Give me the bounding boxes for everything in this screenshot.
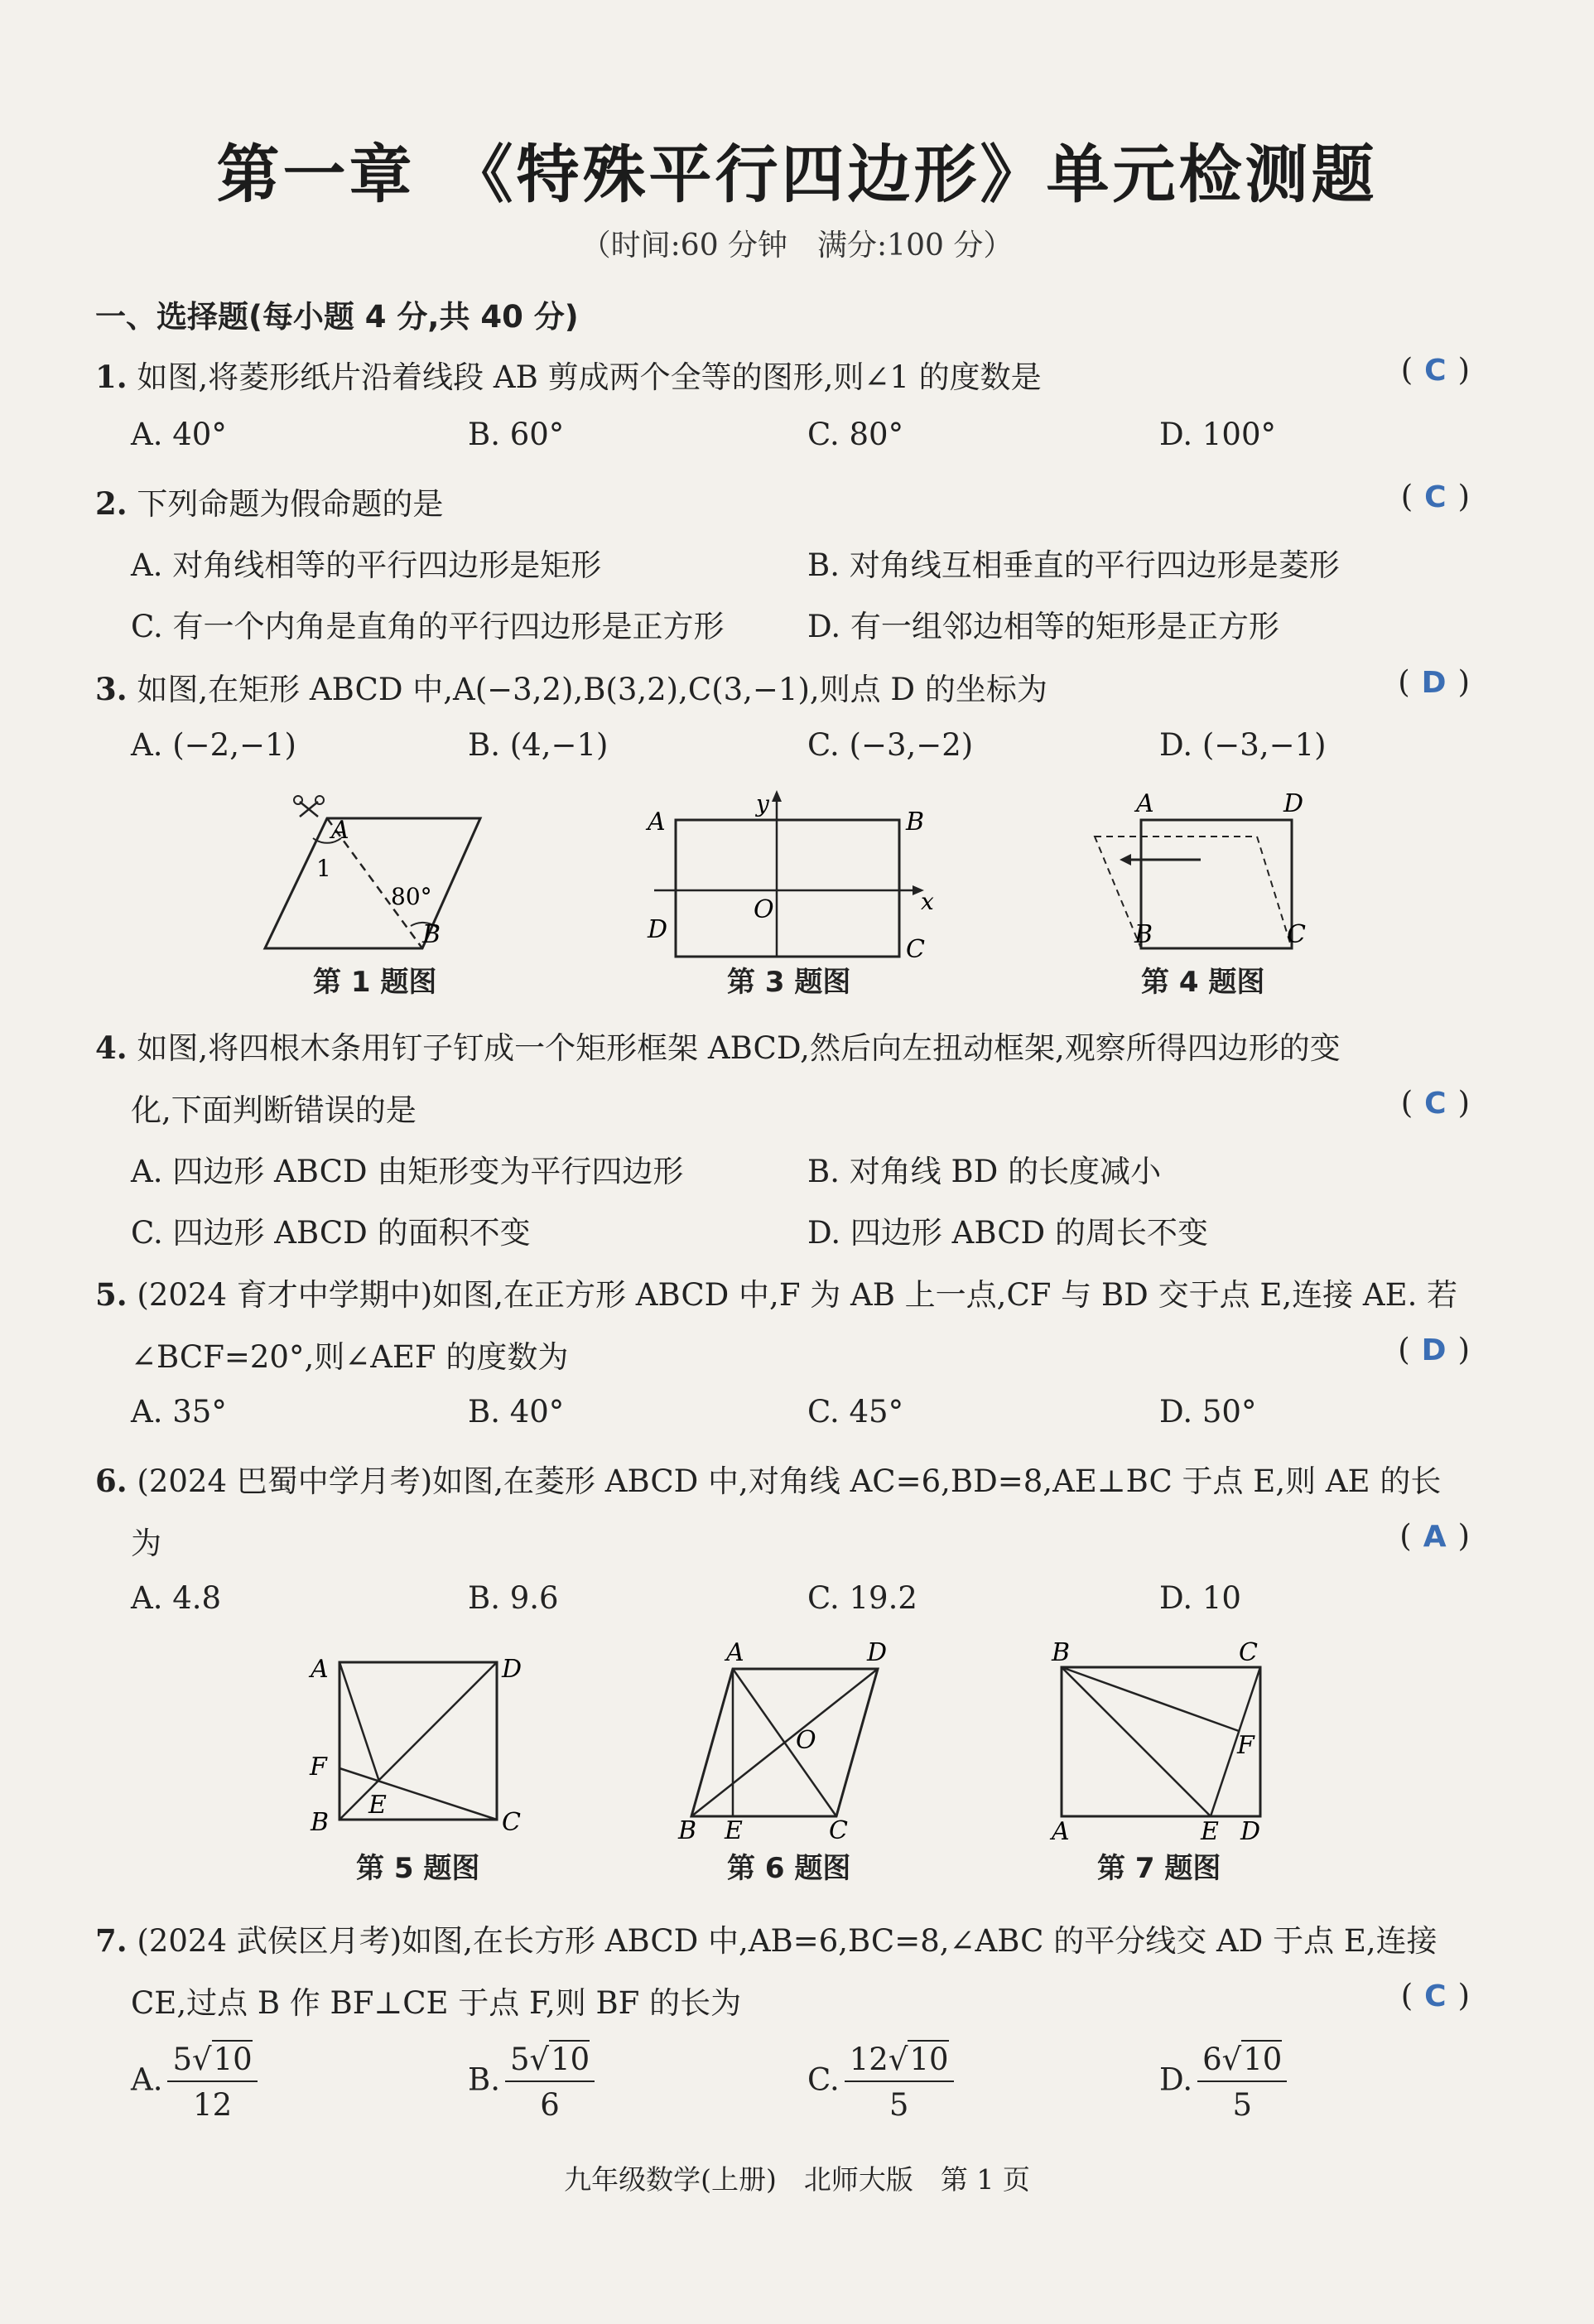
label-c: C: [829, 1816, 848, 1843]
option-c: C. (−3,−2): [807, 727, 974, 763]
answer-6: [1399, 1518, 1470, 1554]
option-b: B. (4,−1): [468, 727, 609, 763]
figure-6: [675, 1636, 898, 1843]
bracket-open: (: [1400, 352, 1413, 388]
option-c: C. 45°: [807, 1394, 904, 1430]
denominator: 6: [540, 2087, 560, 2123]
option-a: A. (−2,−1): [131, 727, 296, 763]
fraction: [1197, 2042, 1287, 2123]
option-c: C. 19.2: [807, 1580, 917, 1616]
option-a: A. 4.8: [131, 1580, 222, 1616]
question-text: 下列命题为假命题的是: [137, 486, 444, 522]
label-a: A: [331, 816, 349, 845]
option-b: B. 9.6: [468, 1580, 559, 1616]
answer-mark: C: [1424, 354, 1447, 388]
label-e: E: [368, 1791, 387, 1820]
bracket-close: ): [1457, 1085, 1470, 1121]
answer-7: [1401, 1978, 1470, 2013]
question-number: 2.: [95, 485, 128, 522]
question-number: 1.: [95, 359, 128, 395]
bracket-open: (: [1400, 1085, 1413, 1121]
page-title: 第一章 《特殊平行四边形》单元检测题: [216, 137, 1378, 211]
option-d: D. 10: [1159, 1580, 1241, 1616]
option-c: C. 80°: [807, 417, 904, 452]
option-d: D. 四边形 ABCD 的周长不变: [807, 1215, 1208, 1251]
question-6: [95, 1456, 1441, 1501]
label-b: B: [422, 920, 441, 949]
label-d: D: [867, 1638, 888, 1667]
label-c: C: [906, 935, 925, 961]
figure-5-caption: 第 5 题图: [356, 1852, 480, 1885]
fraction: [845, 2042, 954, 2123]
answer-2: [1401, 479, 1470, 514]
bracket-close: ): [1457, 664, 1470, 700]
label-a: A: [311, 1655, 329, 1684]
denominator: 5: [888, 2087, 909, 2123]
question-text: (2024 武侯区月考)如图,在长方形 ABCD 中,AB=6,BC=8,∠ABC 的平分线交 AD 于点 E,连接: [137, 1923, 1437, 1959]
answer-mark: C: [1424, 1087, 1447, 1121]
page-subtitle: （时间:60 分钟 满分:100 分）: [580, 229, 1014, 263]
question-text: (2024 巴蜀中学月考)如图,在菱形 ABCD 中,对角线 AC=6,BD=8,AE⊥BC 于点 E,则 AE 的长: [137, 1463, 1442, 1499]
coefficient: 12: [849, 2042, 888, 2077]
figure-7: [1043, 1636, 1283, 1843]
figure-4: [1076, 787, 1325, 961]
coefficient: 5: [172, 2042, 193, 2077]
label-b: B: [1134, 920, 1153, 949]
label-e: E: [725, 1816, 743, 1843]
label-c: C: [502, 1808, 521, 1837]
option-label: B.: [468, 2061, 500, 2098]
question-4-continued: 化,下面判断错误的是: [131, 1092, 417, 1128]
radicand: 10: [1243, 2042, 1283, 2077]
label-y: y: [756, 790, 769, 817]
bracket-close: ): [1457, 1978, 1470, 2013]
option-b: B. 对角线 BD 的长度减小: [807, 1154, 1162, 1189]
label-a: A: [648, 808, 666, 837]
bracket-close: ): [1457, 479, 1470, 514]
question-4: [95, 1023, 1341, 1068]
option-c: [807, 2042, 954, 2123]
option-a: A. 对角线相等的平行四边形是矩形: [131, 547, 602, 583]
label-b: B: [311, 1808, 330, 1837]
coefficient: 5: [509, 2042, 530, 2077]
option-label: C.: [807, 2061, 840, 2098]
coefficient: 6: [1202, 2042, 1222, 2077]
label-a: A: [726, 1638, 744, 1667]
label-b: B: [1052, 1638, 1071, 1667]
label-c: C: [1287, 920, 1306, 949]
sqrt-icon: √: [1221, 2042, 1242, 2077]
option-b: B. 60°: [468, 417, 565, 452]
figure-1: [248, 787, 497, 961]
figure-1-caption: 第 1 题图: [313, 966, 437, 999]
question-text: 如图,将菱形纸片沿着线段 AB 剪成两个全等的图形,则∠1 的度数是: [137, 359, 1042, 395]
figure-5: [306, 1644, 538, 1843]
answer-5: [1398, 1332, 1470, 1367]
radicand: 10: [551, 2042, 590, 2077]
question-number: 4.: [95, 1029, 128, 1066]
option-a: A. 四边形 ABCD 由矩形变为平行四边形: [131, 1154, 684, 1189]
fraction: [505, 2042, 595, 2123]
bracket-open: (: [1398, 1332, 1410, 1367]
figure-6-caption: 第 6 题图: [727, 1852, 851, 1885]
option-label: A.: [131, 2061, 163, 2098]
bracket-open: (: [1398, 664, 1410, 700]
question-number: 5.: [95, 1276, 128, 1313]
radicand: 10: [909, 2042, 949, 2077]
question-number: 6.: [95, 1463, 128, 1499]
question-2: [95, 479, 443, 523]
question-5-continued: ∠BCF=20°,则∠AEF 的度数为: [131, 1339, 569, 1375]
bracket-open: (: [1399, 1518, 1412, 1554]
fraction: [167, 2042, 257, 2123]
figure-3: [638, 787, 944, 961]
label-f: F: [310, 1753, 327, 1782]
denominator: 12: [193, 2087, 233, 2123]
option-d: D. 有一组邻边相等的矩形是正方形: [807, 609, 1279, 644]
question-6-continued: 为: [131, 1526, 161, 1561]
option-b: B. 40°: [468, 1394, 565, 1430]
answer-mark: C: [1424, 480, 1447, 514]
label-d: D: [1240, 1817, 1261, 1843]
radicand: 10: [213, 2042, 253, 2077]
bracket-close: ): [1457, 1518, 1470, 1554]
question-3: [95, 664, 1047, 709]
option-b: B. 对角线互相垂直的平行四边形是菱形: [807, 547, 1340, 583]
label-b: B: [678, 1816, 697, 1843]
figure-3-caption: 第 3 题图: [727, 966, 851, 999]
label-a: A: [1052, 1817, 1070, 1843]
label-o: O: [754, 895, 774, 924]
question-number: 7.: [95, 1922, 128, 1959]
sqrt-icon: √: [192, 2042, 212, 2077]
page-footer: 九年级数学(上册) 北师大版 第 1 页: [564, 2163, 1030, 2196]
answer-1: [1401, 352, 1470, 388]
label-x: x: [921, 888, 934, 915]
label-e: E: [1201, 1817, 1219, 1843]
bracket-close: ): [1457, 352, 1470, 388]
bracket-open: (: [1400, 1978, 1413, 2013]
label-d: D: [502, 1655, 523, 1684]
answer-mark: D: [1421, 666, 1447, 700]
label-a: A: [1136, 789, 1154, 818]
answer-3: [1398, 664, 1470, 700]
answer-mark: A: [1423, 1520, 1447, 1554]
option-c: C. 四边形 ABCD 的面积不变: [131, 1215, 531, 1251]
denominator: 5: [1232, 2087, 1252, 2123]
bracket-close: ): [1457, 1332, 1470, 1367]
scissors-icon: [300, 802, 318, 817]
label-c: C: [1239, 1638, 1258, 1667]
option-label: D.: [1159, 2061, 1193, 2098]
question-text: (2024 育才中学期中)如图,在正方形 ABCD 中,F 为 AB 上一点,CF 与 BD 交于点 E,连接 AE. 若: [137, 1277, 1458, 1313]
option-d: D. (−3,−1): [1159, 727, 1327, 763]
option-d: D. 50°: [1159, 1394, 1257, 1430]
label-80-degree: 80°: [391, 883, 432, 910]
label-d: D: [1283, 789, 1304, 818]
option-d: [1159, 2042, 1287, 2123]
answer-mark: D: [1421, 1333, 1447, 1367]
option-a: [131, 2042, 258, 2123]
sqrt-icon: √: [888, 2042, 908, 2077]
bracket-open: (: [1400, 479, 1413, 514]
figure-4-caption: 第 4 题图: [1141, 966, 1265, 999]
option-c: C. 有一个内角是直角的平行四边形是正方形: [131, 609, 725, 644]
question-7-continued: CE,过点 B 作 BF⊥CE 于点 F,则 BF 的长为: [131, 1985, 742, 2021]
question-1: [95, 352, 1042, 397]
option-a: A. 40°: [131, 417, 227, 452]
figure-7-caption: 第 7 题图: [1097, 1852, 1221, 1885]
option-d: D. 100°: [1159, 417, 1276, 452]
question-5: [95, 1270, 1457, 1314]
section-heading: 一、选择题(每小题 4 分,共 40 分): [95, 299, 579, 335]
question-text: 如图,在矩形 ABCD 中,A(−3,2),B(3,2),C(3,−1),则点 D 的坐标为: [137, 672, 1047, 707]
answer-mark: C: [1424, 1979, 1447, 2013]
option-b: [468, 2042, 595, 2123]
label-o: O: [796, 1726, 816, 1755]
question-number: 3.: [95, 671, 128, 707]
label-angle-1: 1: [316, 855, 331, 882]
question-text: 如图,将四根木条用钉子钉成一个矩形框架 ABCD,然后向左扭动框架,观察所得四边形的变: [137, 1030, 1341, 1066]
label-d: D: [648, 915, 668, 944]
question-7: [95, 1916, 1437, 1960]
sqrt-icon: √: [529, 2042, 550, 2077]
answer-4: [1401, 1085, 1470, 1121]
label-f: F: [1237, 1731, 1254, 1760]
label-b: B: [906, 808, 925, 837]
option-a: A. 35°: [131, 1394, 227, 1430]
